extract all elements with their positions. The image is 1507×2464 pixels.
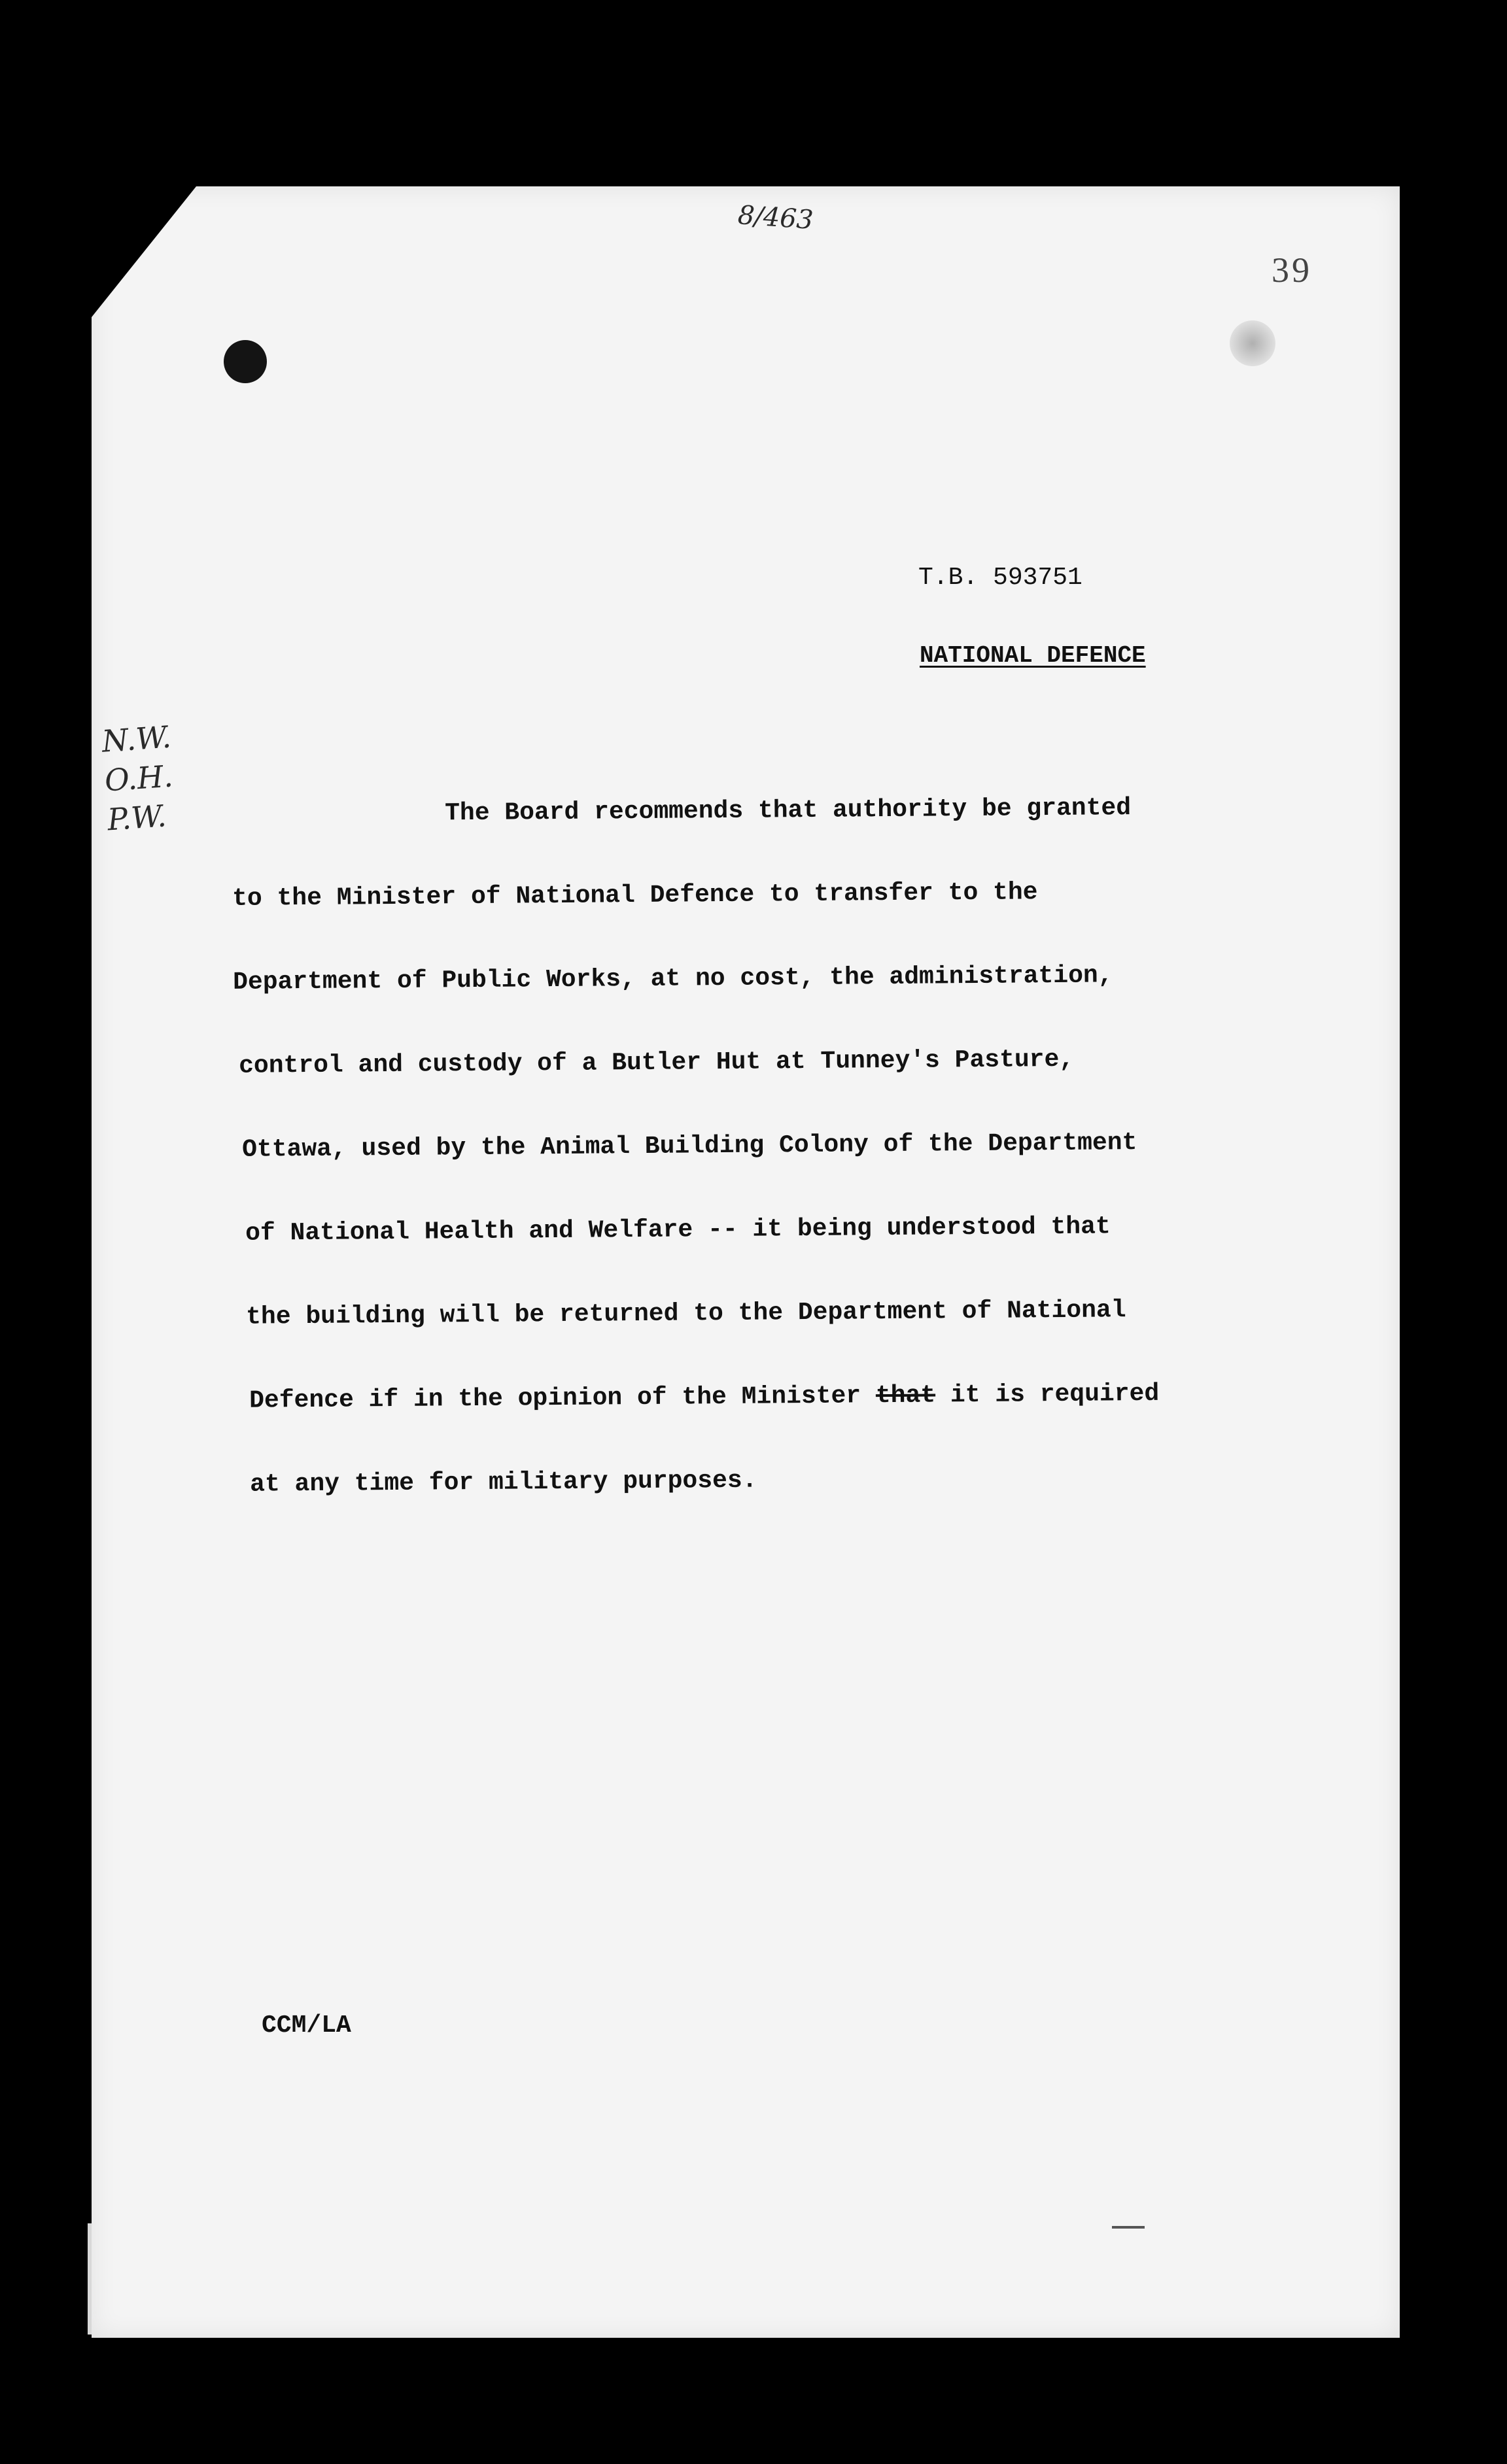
file-number: 8/463 — [736, 200, 814, 235]
body-line-part: Defence if in the opinion of the Minister — [249, 1382, 876, 1415]
initials-line: N.W. — [101, 719, 173, 759]
recommendation-body — [222, 795, 1301, 1556]
treasury-board-number: T.B. 593751 — [918, 564, 1083, 592]
handwritten-initials — [101, 717, 178, 840]
body-line: to the Minister of National Defence to transfer to the — [232, 878, 1038, 913]
body-line: control and custody of a Butler Hut at Tunney's Pasture, — [238, 1045, 1075, 1080]
initials-line: P.W. — [106, 798, 168, 838]
initials-line: O.H. — [103, 758, 175, 798]
punch-hole — [224, 340, 267, 383]
body-line — [227, 1380, 1300, 1473]
body-line: at any time for military purposes. — [250, 1466, 757, 1499]
department-heading: NATIONAL DEFENCE — [920, 642, 1146, 669]
typist-initials: CCM/LA — [262, 2011, 351, 2040]
body-line: The Board recommends that authority be granted — [444, 794, 1132, 828]
body-line-part: it is required — [935, 1379, 1160, 1410]
body-line: Ottawa, used by the Animal Building Colony of the Department — [241, 1129, 1137, 1164]
ink-smudge — [1230, 320, 1275, 366]
body-line: the building will be returned to the Department of National — [246, 1296, 1126, 1331]
struck-out-word: that — [875, 1381, 936, 1411]
body-line: Department of Public Works, at no cost, the administration, — [232, 961, 1113, 997]
folded-corner — [92, 186, 196, 317]
page-number: 39 — [1272, 250, 1312, 290]
stray-mark — [1112, 2226, 1145, 2229]
body-line: of National Health and Welfare -- it being understood that — [245, 1212, 1111, 1248]
